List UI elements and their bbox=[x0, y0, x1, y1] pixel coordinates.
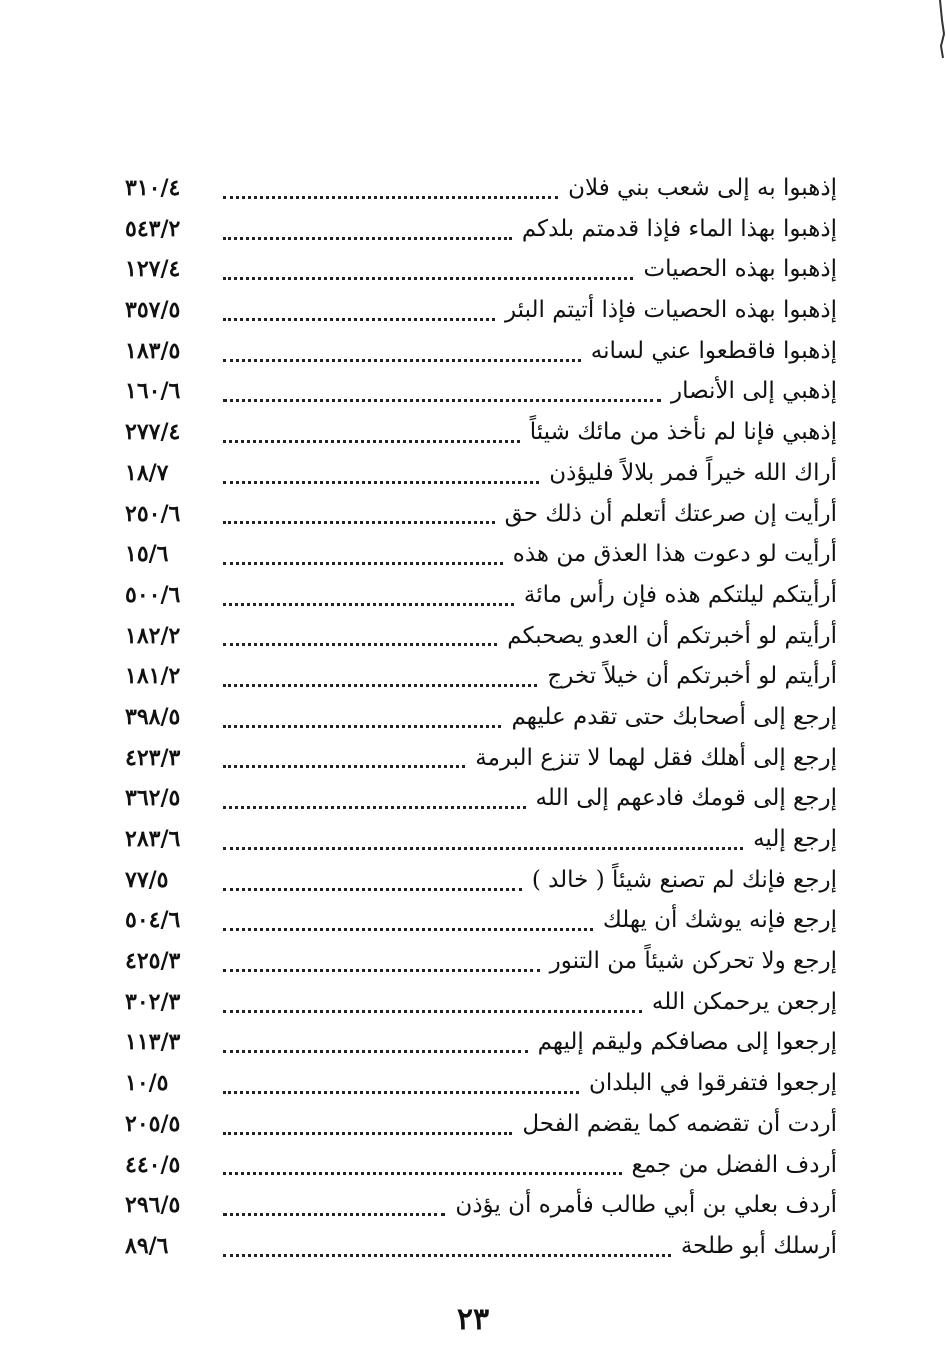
index-entry bbox=[125, 819, 837, 860]
entry-reference: ٣٠٢/٣ bbox=[125, 988, 181, 1015]
dot-leader bbox=[223, 841, 743, 850]
index-entry bbox=[125, 331, 837, 372]
entry-text: أرأيتم لو أخبرتكم أن العدو يصحبكم bbox=[507, 622, 837, 649]
dot-leader bbox=[223, 1004, 642, 1013]
dot-leader bbox=[223, 1085, 579, 1094]
dot-leader bbox=[223, 515, 495, 524]
index-entry bbox=[125, 738, 837, 779]
entry-reference: ١٢٧/٤ bbox=[125, 256, 181, 283]
entry-text: إذهبي فإنا لم نأخذ من مائك شيئاً bbox=[529, 419, 837, 446]
index-entry bbox=[125, 860, 837, 901]
entry-reference: ٣١٠/٤ bbox=[125, 175, 181, 201]
entry-reference: ٤٢٥/٣ bbox=[125, 948, 181, 975]
dot-leader bbox=[223, 1248, 671, 1257]
index-entry bbox=[125, 290, 837, 331]
index-entry bbox=[125, 412, 837, 453]
entry-reference: ٥٠٠/٦ bbox=[125, 581, 181, 608]
entry-reference: ٣٦٢/٥ bbox=[125, 785, 181, 812]
entry-text: إذهبوا بهذه الحصيات فإذا أتيتم البئر bbox=[504, 297, 837, 324]
index-list bbox=[125, 168, 837, 1267]
index-entry bbox=[125, 453, 837, 494]
entry-text: إرجع إلى أصحابك حتى تقدم عليهم bbox=[511, 703, 837, 730]
entry-reference: ٤٢٣/٣ bbox=[125, 744, 181, 771]
entry-reference: ١٨٢/٢ bbox=[125, 622, 181, 649]
dot-leader bbox=[223, 678, 537, 687]
index-entry bbox=[125, 697, 837, 738]
entry-text: إرجع إلى قومك فادعهم إلى الله bbox=[535, 785, 837, 812]
dot-leader bbox=[223, 312, 495, 321]
dot-leader bbox=[223, 597, 514, 606]
dot-leader bbox=[223, 963, 540, 972]
entry-reference: ٢٨٣/٦ bbox=[125, 826, 181, 852]
page-number: ٢٣ bbox=[456, 1302, 490, 1337]
entry-text: أرأيت إن صرعتك أتعلم أن ذلك حق bbox=[504, 500, 837, 527]
entry-reference: ٣٩٨/٥ bbox=[125, 703, 181, 730]
entry-reference: ١٠/٥ bbox=[125, 1070, 169, 1097]
dot-leader bbox=[223, 882, 522, 891]
entry-text: أردف بعلي بن أبي طالب فأمره أن يؤذن bbox=[455, 1192, 837, 1219]
index-entry bbox=[125, 168, 837, 209]
dot-leader bbox=[223, 231, 512, 240]
entry-reference: ٥٠٤/٦ bbox=[125, 907, 181, 934]
dot-leader bbox=[223, 475, 539, 484]
entry-text: إرجع فإنه يوشك أن يهلك bbox=[602, 907, 837, 934]
index-entry bbox=[125, 616, 837, 657]
index-entry bbox=[125, 656, 837, 697]
entry-reference: ٢٩٦/٥ bbox=[125, 1192, 181, 1219]
dot-leader bbox=[223, 800, 526, 809]
dot-leader bbox=[223, 1044, 528, 1053]
entry-reference: ٤٤٠/٥ bbox=[125, 1151, 181, 1178]
index-entry bbox=[125, 900, 837, 941]
entry-reference: ٨٩/٦ bbox=[125, 1232, 169, 1259]
entry-reference: ١١٣/٣ bbox=[125, 1029, 181, 1056]
index-entry bbox=[125, 371, 837, 412]
dot-leader bbox=[223, 1207, 445, 1216]
index-entry bbox=[125, 209, 837, 250]
entry-text: أرأيتكم ليلتكم هذه فإن رأس مائة bbox=[523, 581, 837, 608]
index-entry bbox=[125, 778, 837, 819]
entry-reference: ٢٠٥/٥ bbox=[125, 1110, 181, 1137]
entry-reference: ٥٤٣/٢ bbox=[125, 215, 181, 242]
index-entry bbox=[125, 1145, 837, 1186]
dot-leader bbox=[223, 271, 633, 280]
index-entry bbox=[125, 1022, 837, 1063]
entry-text: إذهبوا به إلى شعب بني فلان bbox=[568, 175, 837, 201]
entry-text: إرجعوا فتفرقوا في البلدان bbox=[588, 1070, 837, 1097]
entry-reference: ٧٧/٥ bbox=[125, 866, 169, 893]
entry-text: إرجعوا إلى مصافكم وليقم إليهم bbox=[537, 1029, 837, 1056]
index-entry bbox=[125, 941, 837, 982]
index-entry bbox=[125, 249, 837, 290]
entry-text: إرجع فإنك لم تصنع شيئاً ( خالد ) bbox=[531, 866, 837, 893]
entry-text: إرجع إلى أهلك فقل لهما لا تنزع البرمة bbox=[475, 744, 837, 771]
entry-text: إرجعن يرحمكن الله bbox=[651, 988, 837, 1015]
entry-text: أردف الفضل من جمع bbox=[631, 1151, 837, 1178]
entry-reference: ١٨/٧ bbox=[125, 459, 169, 486]
entry-text: إذهبوا بهذه الحصيات bbox=[643, 256, 837, 283]
dot-leader bbox=[223, 922, 593, 931]
index-entry bbox=[125, 1104, 837, 1145]
dot-leader bbox=[223, 393, 661, 402]
entry-text: إرجع ولا تحركن شيئاً من التنور bbox=[549, 948, 837, 975]
entry-reference: ١٨٣/٥ bbox=[125, 337, 181, 364]
dot-leader bbox=[223, 759, 465, 768]
entry-text: أراك الله خيراً فمر بلالاً فليؤذن bbox=[549, 459, 837, 486]
entry-reference: ١٨١/٢ bbox=[125, 663, 181, 690]
entry-text: أرسلك أبو طلحة bbox=[680, 1232, 837, 1259]
entry-reference: ٢٥٠/٦ bbox=[125, 500, 181, 527]
dot-leader bbox=[223, 719, 501, 728]
index-entry bbox=[125, 575, 837, 616]
entry-text: أرأيت لو دعوت هذا العذق من هذه bbox=[512, 541, 837, 568]
entry-reference: ١٦٠/٦ bbox=[125, 378, 181, 405]
dot-leader bbox=[223, 556, 503, 565]
entry-reference: ٣٥٧/٥ bbox=[125, 297, 181, 324]
entry-text: إذهبوا بهذا الماء فإذا قدمتم بلدكم bbox=[521, 215, 837, 242]
dot-leader bbox=[223, 434, 520, 443]
entry-text: إذهبي إلى الأنصار bbox=[670, 378, 837, 405]
entry-reference: ١٥/٦ bbox=[125, 541, 169, 568]
index-entry bbox=[125, 494, 837, 535]
entry-text: إرجع إليه bbox=[753, 826, 837, 852]
page-edge-mark bbox=[932, 0, 946, 60]
dot-leader bbox=[223, 1126, 512, 1135]
dot-leader bbox=[223, 1166, 622, 1175]
dot-leader bbox=[223, 190, 558, 199]
entry-reference: ٢٧٧/٤ bbox=[125, 419, 181, 446]
index-entry bbox=[125, 534, 837, 575]
index-entry bbox=[125, 1063, 837, 1104]
entry-text: أرأيتم لو أخبرتكم أن خيلاً تخرج bbox=[547, 663, 837, 690]
entry-text: أردت أن تقضمه كما يقضم الفحل bbox=[522, 1110, 837, 1137]
dot-leader bbox=[223, 353, 581, 362]
index-entry bbox=[125, 1185, 837, 1226]
entry-text: إذهبوا فاقطعوا عني لسانه bbox=[590, 337, 837, 364]
dot-leader bbox=[223, 637, 497, 646]
index-entry bbox=[125, 1226, 837, 1267]
index-entry bbox=[125, 982, 837, 1023]
